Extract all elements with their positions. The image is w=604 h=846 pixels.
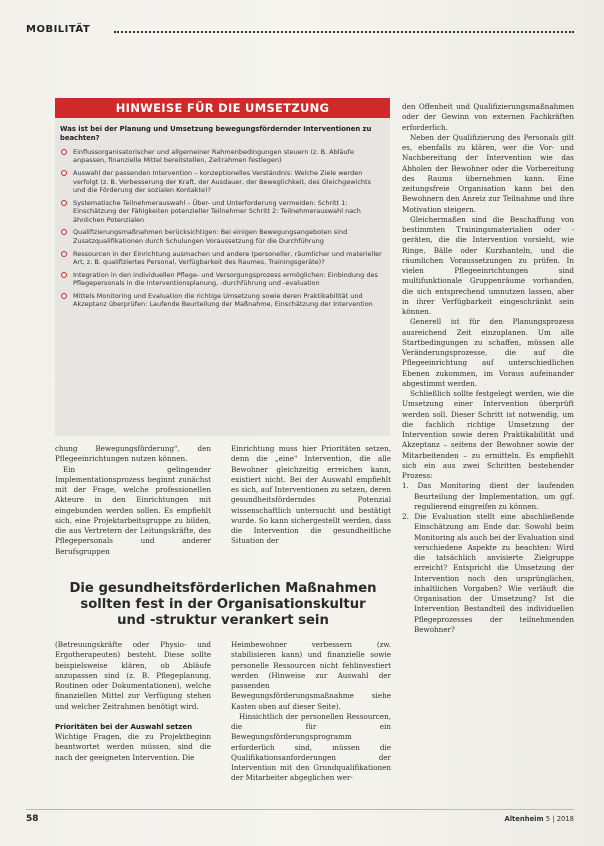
bullet-circle-icon bbox=[61, 251, 67, 257]
body-paragraph: Gleichermaßen sind die Beschaffung von bestimmten Trainingsmaterialien oder -geräten, die die Intervention vorsieht, wie Ringe, Bälle oder Kurzhanteln, und die räumlichen Voraussetzungen zu prüfen. In vielen Pflegeeinrichtungen sind multifunktionale Gruppenräume vorhanden, die sich entsprechend umnutzen lassen, aber in ihrer Verfügbarkeit eingeschränkt sein können. bbox=[402, 214, 574, 316]
tips-list-item: Einflussorganisatorischer und allgemeiner Rahmenbedingungen steuern (z. B. Abläufe anpassen, finanzielle Mittel bereitstellen, Zeitrahmen festlegen) bbox=[60, 148, 385, 165]
tips-list bbox=[60, 148, 385, 313]
bullet-circle-icon bbox=[61, 229, 67, 235]
pull-quote bbox=[55, 581, 391, 629]
magazine-name: Altenheim bbox=[504, 815, 544, 823]
pull-quote-line: sollten fest in der Organisationskultur bbox=[80, 597, 366, 612]
tips-box-title: HINWEISE FÜR DIE UMSETZUNG bbox=[115, 101, 330, 115]
tips-box bbox=[55, 98, 390, 436]
page-number: 58 bbox=[26, 814, 39, 824]
pull-quote-line: und -struktur verankert sein bbox=[117, 613, 329, 628]
bullet-circle-icon bbox=[61, 149, 67, 155]
body-paragraph: chung Bewegungsförderung", den Pflegeeinrichtungen nutzen können. bbox=[55, 444, 211, 464]
tips-list-item: Mittels Monitoring und Evaluation die richtige Umsetzung sowie deren Praktikabilität und Akzeptanz überprüfen: Laufende Beurteilung der Maßnahme, Einschätzung der Intervention bbox=[60, 292, 385, 309]
section-title: MOBILITÄT bbox=[26, 24, 91, 35]
body-paragraph: Neben der Qualifizierung des Personals gilt es, ebenfalls zu klären, wer die Vor- und Nachbereitung der Intervention wie das Abholen der Bewohner oder die Vorbereitung des Raums übernehmen kann. Eine zeitungsfreie Organisation kann bei den Bewohnern den Anreiz zur Teilnahme und ihre Motivation steigern. bbox=[402, 132, 574, 214]
bullet-circle-icon bbox=[61, 272, 67, 278]
tips-list-item: Ressourcen in der Einrichtung ausmachen und andere (personeller, räumlicher und materieller Art, z. B. qualifiziertes Personal, Verfügbarkeit des Raumes, Trainingsgeräte)? bbox=[60, 250, 385, 267]
body-paragraph: Heimbewohner verbessern (zw. stabilisieren kann) und finanzielle sowie personelle Ressourcen nicht fehlinvestiert werden (Hinweise zur Auswahl der passenden Bewegungsförderungsmaßnahme siehe Kasten oben auf dieser Seite). bbox=[231, 640, 391, 711]
body-column-2-top bbox=[231, 444, 391, 547]
tips-box-lead: Was ist bei der Planung und Umsetzung bewegungsfördernder Interventionen zu beachten? bbox=[60, 125, 372, 142]
body-paragraph: Generell ist für den Planungsprozess ausreichend Zeit einzuplanen. Um alle Startbedingungen zu schaffen, müssen alle Veränderungsprozesse, die auf die Pflegeeinrichtung auf unterschiedlichen Ebenen zukommen, im Voraus aufeinander abgestimmt werden. bbox=[402, 317, 574, 388]
numbered-step: 2. Die Evaluation stellt eine abschließende Einschätzung am Ende dar. Sowohl beim Monitoring als auch bei der Evaluation sind verschiedene Aspekte zu beachten: Wird die tatsächlich anvisierte Zielgruppe erreicht? Entspricht die Umsetzung der Intervention noch den ursprünglichen, inhaltlichen Vorgaben? Wie verläuft die Organisation der Umsetzung? Ist die Intervention Bestandteil des individuellen Pflegeprozesses der teilnehmenden Bewohner? bbox=[402, 512, 574, 634]
body-paragraph: Schließlich sollte festgelegt werden, wie die Umsetzung einer Intervention überprüft werden soll. Dieser Schritt ist notwendig, um die fachlich richtige Umsetzung der Intervention sowie deren Praktikabilität und Akzeptanz – seitens der Bewohner sowie der Mitarbeitenden – zu ermitteln. Es empfiehlt sich ein aus zwei Schritten bestehender Prozess: bbox=[402, 389, 574, 480]
tips-list-item: Systematische Teilnehmerauswahl – Über- und Unterforderung vermeiden: Schritt 1: Einschätzung der Fähigkeiten potenzieller Teilnehmer Schritt 2: Teilnehmerauswahl nach ähnlichen Potenzialen bbox=[60, 199, 385, 224]
body-paragraph: Ein gelingender Implementationsprozess beginnt zunächst mit der Frage, welche professionellen Akteure in den Einrichtungen mit eingebunden werden sollen. Es empfiehlt sich, eine Projektarbeitsgruppe zu bilden, die aus Vertretern der Leitungskräfte, des Pflegepersonals und anderer Berufsgruppen bbox=[55, 464, 211, 556]
body-paragraph: Wichtige Fragen, die zu Projektbeginn beantwortet werden müssen, sind die nach der geeigneten Intervention. Die bbox=[55, 732, 211, 762]
header-dotted-rule bbox=[114, 31, 574, 33]
magazine-credit bbox=[504, 815, 574, 823]
magazine-issue: 5 | 2018 bbox=[545, 815, 574, 823]
body-column-1-top bbox=[55, 444, 211, 557]
body-paragraph: Einrichtung muss hier Prioritäten setzen, denn die „eine" Intervention, die alle Bewohner gleichzeitig erreichen kann, existiert nicht. Bei der Auswahl empfiehlt es sich, auf Interventionen zu setzen, deren gesundheitsförderndes Potenzial wissenschaftlich untersucht und bestätigt wurde. So kann sichergestellt werden, dass die Intervention die gesundheitliche Situation der bbox=[231, 444, 391, 546]
tips-list-item: Auswahl der passenden Intervention – konzeptionelles Verständnis: Welche Ziele werden verfolgt (z. B. Verbesserung der Kraft, der Ausdauer, der Beweglichkeit, des Gleichgewichts und die Förderung der sozialen Kontakte)? bbox=[60, 169, 385, 194]
footer-rule bbox=[26, 809, 574, 810]
body-column-2-bottom bbox=[231, 640, 391, 784]
body-paragraph: Hinsichtlich der personellen Ressourcen, die für ein Bewegungsförderungsprogramm erforderlich sind, müssen die Qualifikationsanforderungen der Intervention mit den Grundqualifikationen der Mitarbeiter abgeglichen wer- bbox=[231, 711, 391, 783]
numbered-step: 1. Das Monitoring dient der laufenden Beurteilung der Implementation, um ggf. regulierend eingreifen zu können. bbox=[402, 481, 574, 511]
pull-quote-line: Die gesundheitsförderlichen Maßnahmen bbox=[69, 581, 377, 596]
section-header bbox=[26, 24, 574, 38]
tips-box-title-bar bbox=[55, 98, 390, 118]
tips-list-item: Qualifizierungsmaßnahmen berücksichtigen: Bei einigen Bewegungsangeboten sind Zusatzqualifikationen durch Schulungen Voraussetzung für die Durchführung bbox=[60, 228, 385, 245]
body-paragraph: den Offenheit und Qualifizierungsmaßnahmen oder der Gewinn von externen Fachkräften erforderlich. bbox=[402, 102, 574, 132]
bullet-circle-icon bbox=[61, 170, 67, 176]
bullet-circle-icon bbox=[61, 293, 67, 299]
tips-list-item: Integration in den individuellen Pflege- und Versorgungsprozess ermöglichen: Einbindung des Pflegepersonals in die Interventionsplanung, -durchführung und -evaluation bbox=[60, 271, 385, 288]
subheading: Prioritäten bei der Auswahl setzen bbox=[55, 722, 193, 731]
bullet-circle-icon bbox=[61, 200, 67, 206]
body-column-3 bbox=[402, 102, 574, 635]
body-column-1-bottom bbox=[55, 640, 211, 763]
body-paragraph: (Betreuungskräfte oder Physio- und Ergotherapeuten) besteht. Diese sollte beispielsweise klären, ob Abläufe anzupassen sind (z. B. Pflegeplanung, Routinen oder Dokumentationen), welche finanziellen Mittel zur Verfügung stehen und welcher Zeitrahmen benötigt wird. bbox=[55, 640, 211, 711]
